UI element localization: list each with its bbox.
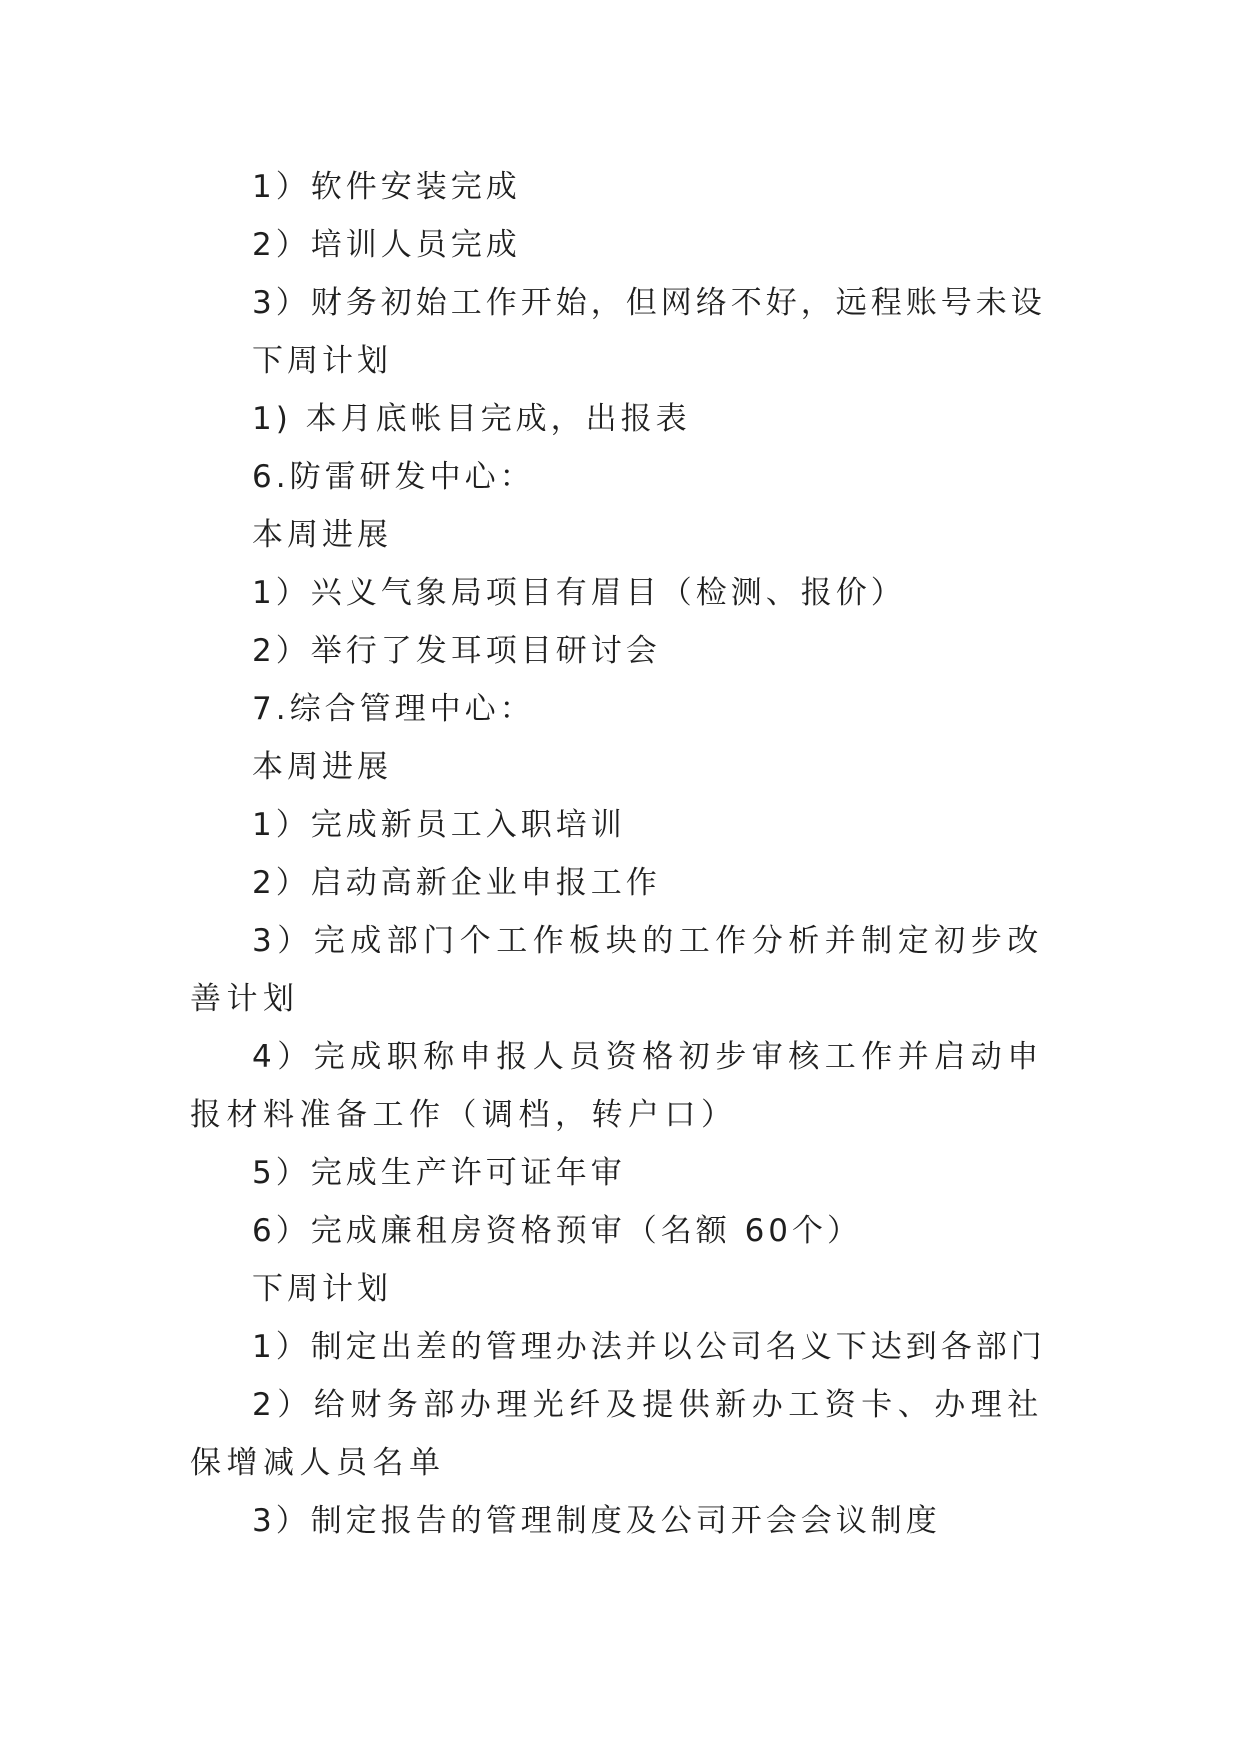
list-item: 3）财务初始工作开始，但网络不好，远程账号未设 <box>252 285 1046 321</box>
list-item: 1）兴义气象局项目有眉目（检测、报价） <box>252 575 906 611</box>
list-item: 1）软件安装完成 <box>252 169 521 205</box>
list-item: 5）完成生产许可证年审 <box>252 1155 626 1191</box>
list-item: 2）培训人员完成 <box>252 227 521 263</box>
section-heading: 下周计划 <box>252 343 392 379</box>
list-item: 2）举行了发耳项目研讨会 <box>252 633 661 669</box>
list-item: 2）启动高新企业申报工作 <box>252 865 661 901</box>
section-title: 7.综合管理中心： <box>252 691 535 727</box>
list-item: 1）完成新员工入职培训 <box>252 807 626 843</box>
list-item: 3）完成部门个工作板块的工作分析并制定初步改善计划 <box>190 923 1044 1017</box>
section-heading: 本周进展 <box>252 517 392 553</box>
list-item: 2）给财务部办理光纤及提供新办工资卡、办理社保增减人员名单 <box>190 1387 1044 1481</box>
section-heading: 本周进展 <box>252 749 392 785</box>
document-body <box>190 158 1058 1550</box>
section-title: 6.防雷研发中心： <box>252 459 535 495</box>
list-item: 4）完成职称申报人员资格初步审核工作并启动申报材料准备工作（调档，转户口） <box>190 1039 1044 1133</box>
list-item: 3）制定报告的管理制度及公司开会会议制度 <box>252 1503 941 1539</box>
section-heading: 下周计划 <box>252 1271 392 1307</box>
list-item: 6）完成廉租房资格预审（名额 60个） <box>252 1213 863 1249</box>
list-item: 1）制定出差的管理办法并以公司名义下达到各部门 <box>252 1329 1046 1365</box>
list-item: 1) 本月底帐目完成，出报表 <box>252 401 691 437</box>
